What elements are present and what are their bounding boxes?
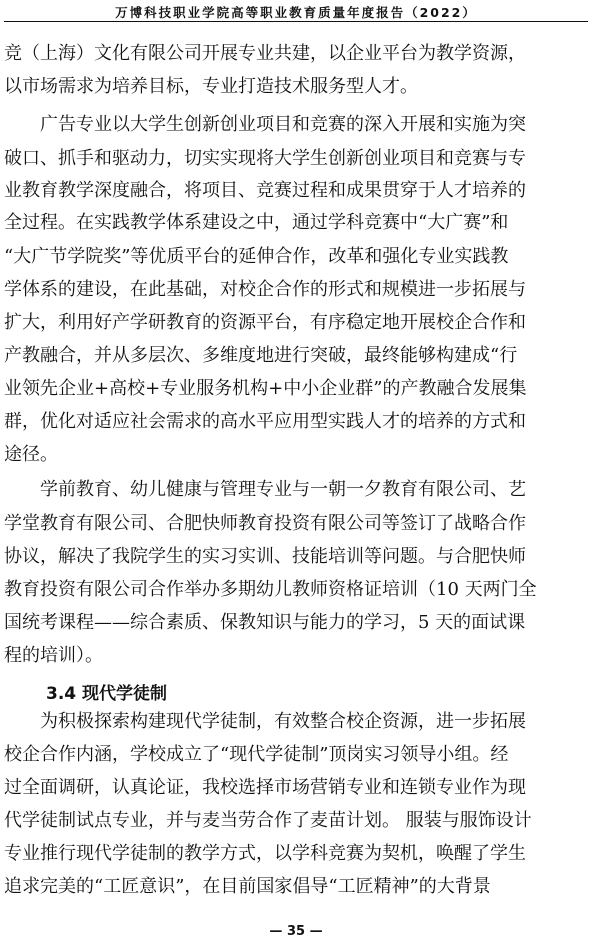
running-header (0, 0, 592, 22)
text-line: “大广节学院奖”等优质平台的延伸合作，改革和强化专业实践教 (4, 246, 509, 267)
text-line: 代学徒制试点专业，并与麦当劳合作了麦苗计划。 服装与服饰设计 (4, 810, 532, 831)
text-line: 扩大，利用好产学研教育的资源平台，有序稳定地开展校企合作和 (4, 312, 526, 333)
text-line: 广告专业以大学生创新创业项目和竞赛的深入开展和实施为突 (40, 114, 526, 135)
section-title: 现代学徒制 (82, 684, 168, 704)
text-line: 业领先企业+高校+专业服务机构+中小企业群”的产教融合发展集 (4, 378, 527, 399)
section-number: 3.4 (46, 684, 77, 704)
text-line: 业教育教学深度融合，将项目、竞赛过程和成果贯穿于人才培养的 (4, 180, 526, 201)
section-heading (46, 679, 167, 704)
text-line: 学体系的建设，在此基础，对校企合作的形式和规模进一步拓展与 (4, 279, 526, 300)
text-line: 破口、抓手和驱动力，切实实现将大学生创新创业项目和竞赛与专 (4, 148, 526, 169)
text-line: 为积极探索构建现代学徒制，有效整合校企资源，进一步拓展 (40, 711, 526, 732)
text-line: 群，优化对适应社会需求的高水平应用型实践人才的培养的方式和 (4, 411, 526, 432)
text-line: 途径。 (4, 444, 58, 465)
text-line: 过全面调研，认真论证，我校选择市场营销专业和连锁专业作为现 (4, 777, 526, 798)
text-line: 协议，解决了我院学生的实习实训、技能培训等问题。与合肥快师 (4, 546, 526, 567)
text-line: 追求完美的“工匠意识”，在目前国家倡导“工匠精神”的大背景 (4, 876, 491, 897)
header-rule (4, 21, 588, 22)
text-line: 校企合作内涵，学校成立了“现代学徒制”顶岗实习领导小组。经 (4, 744, 509, 765)
text-line: 学前教育、幼儿健康与管理专业与一朝一夕教育有限公司、艺 (40, 479, 526, 500)
text-line: 程的培训）。 (4, 645, 103, 666)
header-title: 万博科技职业学院高等职业教育质量年度报告（2022） (115, 5, 477, 20)
text-line: 以市场需求为培养目标，专业打造技术服务型人才。 (4, 76, 418, 97)
text-line: 产教融合，并从多层次、多维度地进行突破，最终能够构建成“行 (4, 345, 518, 366)
text-line: 国统考课程——综合素质、保教知识与能力的学习，5 天的面试课 (4, 612, 526, 633)
page-number: — 35 — (269, 924, 323, 939)
text-line: 教育投资有限公司合作举办多期幼儿教师资格证培训（10 天两门全 (4, 579, 537, 600)
text-line: 学堂教育有限公司、合肥快师教育投资有限公司等签订了战略合作 (4, 513, 526, 534)
text-line: 全过程。在实践教学体系建设之中，通过学科竞赛中“大广赛”和 (4, 212, 509, 233)
text-line: 专业推行现代学徒制的教学方式，以学科竞赛为契机，唤醒了学生 (4, 843, 526, 864)
text-line: 竞（上海）文化有限公司开展专业共建，以企业平台为教学资源， (4, 43, 526, 64)
